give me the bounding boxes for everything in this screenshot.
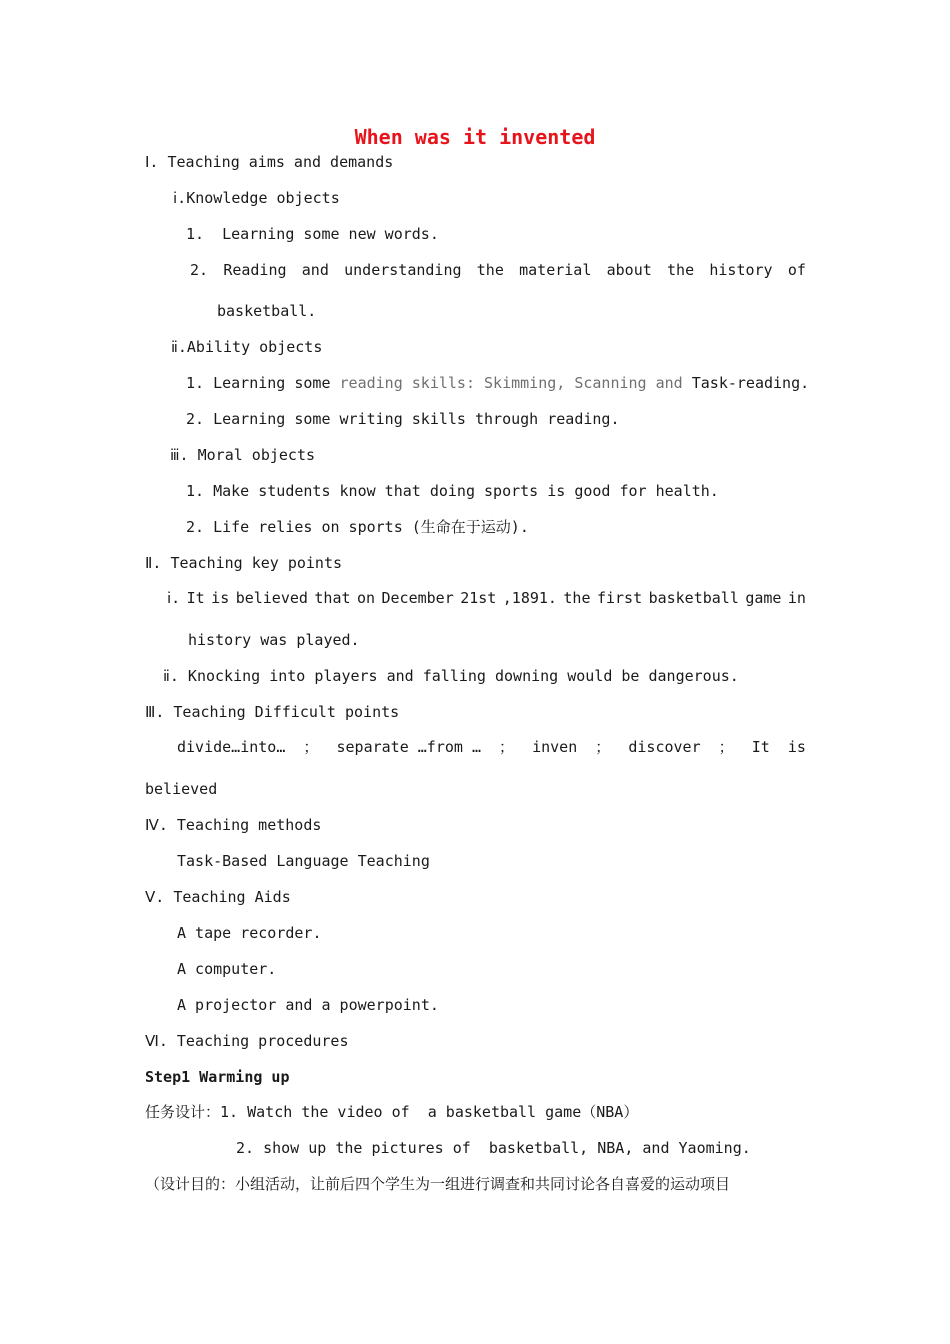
key-point-1-continued: history was played. — [188, 631, 360, 649]
knowledge-item-2-word: material — [519, 261, 592, 279]
difficult-points-continued: believed — [145, 780, 218, 798]
section-2-heading: Ⅱ. Teaching key points — [145, 554, 343, 572]
key-point-1-word: game — [745, 589, 782, 607]
key-point-1 — [167, 588, 806, 608]
key-point-1-word: 21st — [460, 589, 497, 607]
difficult-point-word: divide…into… — [177, 738, 286, 756]
moral-objects-label: ⅲ. Moral objects — [170, 446, 316, 464]
key-point-1-word: first — [596, 589, 643, 607]
ability-item-1-part-c: Task-reading. — [691, 374, 810, 392]
knowledge-item-2-continued: basketball. — [217, 302, 317, 320]
difficult-point-word: is — [787, 738, 806, 756]
key-point-1-word: ,1891. — [502, 589, 557, 607]
section-5-heading: Ⅴ. Teaching Aids — [145, 888, 291, 906]
knowledge-item-2 — [190, 260, 806, 280]
section-3-heading: Ⅲ. Teaching Difficult points — [145, 703, 400, 721]
knowledge-item-2-word: 2. — [190, 261, 209, 279]
key-point-1-word: in — [787, 589, 806, 607]
key-point-1-word: December — [381, 589, 454, 607]
knowledge-item-2-word: history — [709, 261, 773, 279]
difficult-point-word: ； — [595, 738, 611, 756]
key-point-2: ⅱ. Knocking into players and falling downing would be dangerous. — [163, 667, 739, 685]
task-design-label: 任务设计： — [145, 1103, 221, 1121]
knowledge-item-2-word: about — [606, 261, 652, 279]
difficult-point-word: separate …from … — [336, 738, 481, 756]
key-point-1-word: It — [186, 589, 205, 607]
design-purpose: （设计目的：小组活动，让前后四个学生为一组进行调查和共同讨论各自喜爱的运动项目 — [145, 1175, 731, 1193]
key-point-1-word: ⅰ. — [167, 589, 181, 607]
key-point-1-word: the — [563, 589, 591, 607]
moral-item-1: 1. Make students know that doing sports is good for health. — [186, 482, 719, 500]
ability-item-1 — [186, 373, 809, 393]
step1-heading: Step1 Warming up — [145, 1068, 290, 1086]
knowledge-item-1: 1. Learning some new words. — [186, 225, 439, 243]
ability-item-1-part-a: 1. Learning some — [186, 374, 340, 392]
task-design-line-1 — [145, 1102, 638, 1122]
knowledge-objects-label: ⅰ.Knowledge objects — [173, 189, 340, 207]
teaching-method-item: Task-Based Language Teaching — [177, 852, 430, 870]
key-point-1-word: on — [356, 589, 376, 607]
section-1-heading: Ⅰ. Teaching aims and demands — [145, 153, 394, 171]
ability-objects-label: ⅱ.Ability objects — [171, 338, 323, 356]
ability-item-2: 2. Learning some writing skills through reading. — [186, 410, 620, 428]
task-1: 1. Watch the video of a basketball game（NBA） — [220, 1103, 639, 1121]
difficult-point-word: ； — [718, 738, 734, 756]
difficult-point-word: inven — [532, 738, 578, 756]
difficult-point-word: It — [751, 738, 770, 756]
difficult-points-line — [177, 737, 806, 757]
knowledge-item-2-word: of — [787, 261, 806, 279]
document-title: When was it invented — [354, 125, 596, 149]
key-point-1-word: that — [314, 589, 351, 607]
difficult-point-word: ； — [303, 738, 319, 756]
knowledge-item-2-word: and — [301, 261, 329, 279]
teaching-aid-item: A projector and a powerpoint. — [177, 996, 439, 1014]
section-4-heading: Ⅳ. Teaching methods — [145, 816, 322, 834]
ability-item-1-part-b: reading skills: Skimming, Scanning and — [339, 374, 692, 392]
knowledge-item-2-word: understanding — [344, 261, 462, 279]
key-point-1-word: basketball — [648, 589, 739, 607]
section-6-heading: Ⅵ. Teaching procedures — [145, 1032, 349, 1050]
teaching-aid-item: A tape recorder. — [177, 924, 322, 942]
moral-item-2: 2. Life relies on sports (生命在于运动). — [186, 518, 529, 536]
knowledge-item-2-word: the — [476, 261, 504, 279]
difficult-point-word: ； — [499, 738, 515, 756]
knowledge-item-2-word: Reading — [223, 261, 287, 279]
key-point-1-word: is — [211, 589, 230, 607]
difficult-point-word: discover — [628, 738, 701, 756]
key-point-1-word: believed — [235, 589, 308, 607]
knowledge-item-2-word: the — [667, 261, 695, 279]
teaching-aid-item: A computer. — [177, 960, 277, 978]
task-2: 2. show up the pictures of basketball, NBA, and Yaoming. — [236, 1139, 751, 1157]
